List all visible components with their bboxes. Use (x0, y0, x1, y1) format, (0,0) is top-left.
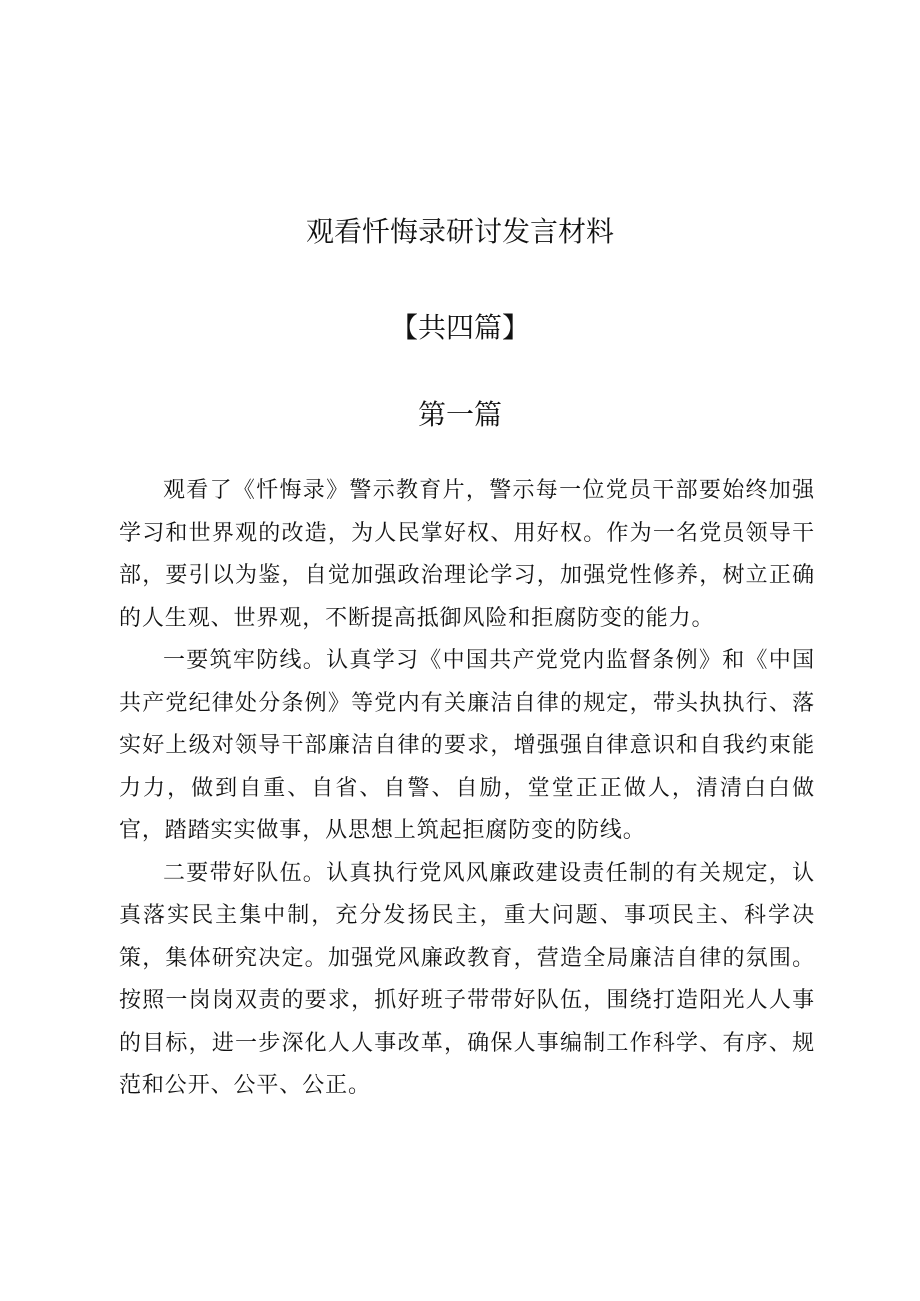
section-title: 第一篇 (417, 398, 502, 431)
paragraph-point-one: 一要筑牢防线。认真学习《中国共产党党内监督条例》和《中国共产党纪律处分条例》等党内有关廉洁自律的规定，带头执执行、落实好上级对领导干部廉洁自律的要求，增强强自律意识和自我约束能力力，做到自重、自省、自警、自励，堂堂正正做人，清清白白做官，踏踏实实做事，从思想上筑起拒腐防变的防线。 (119, 648, 815, 843)
paragraph-point-two: 二要带好队伍。认真执行党风风廉政建设责任制的有关规定，认真落实民主集中制，充分发扬民主，重大问题、事项民主、科学决策，集体研究决定。加强党风廉政教育，营造全局廉洁自律的氛围。按照一岗岗双责的要求，抓好班子带带好队伍，围绕打造阳光人人事的目标，进一步深化人人事改革，确保人事编制工作科学、有序、规范和公开、公平、公正。 (119, 860, 815, 1098)
document-title: 观看忏悔录研讨发言材料 (305, 215, 614, 248)
paragraph-intro: 观看了《忏悔录》警示教育片，警示每一位党员干部要始终加强学习和世界观的改造，为人民掌好权、用好权。作为一名党员领导干部，要引以为鉴，自觉加强政治理论学习，加强党性修养，树立正确的人生观、世界观，不断提高抵御风险和拒腐防变的能力。 (119, 478, 815, 631)
document-subtitle: 【共四篇】 (389, 311, 530, 344)
document-body (119, 470, 815, 1108)
